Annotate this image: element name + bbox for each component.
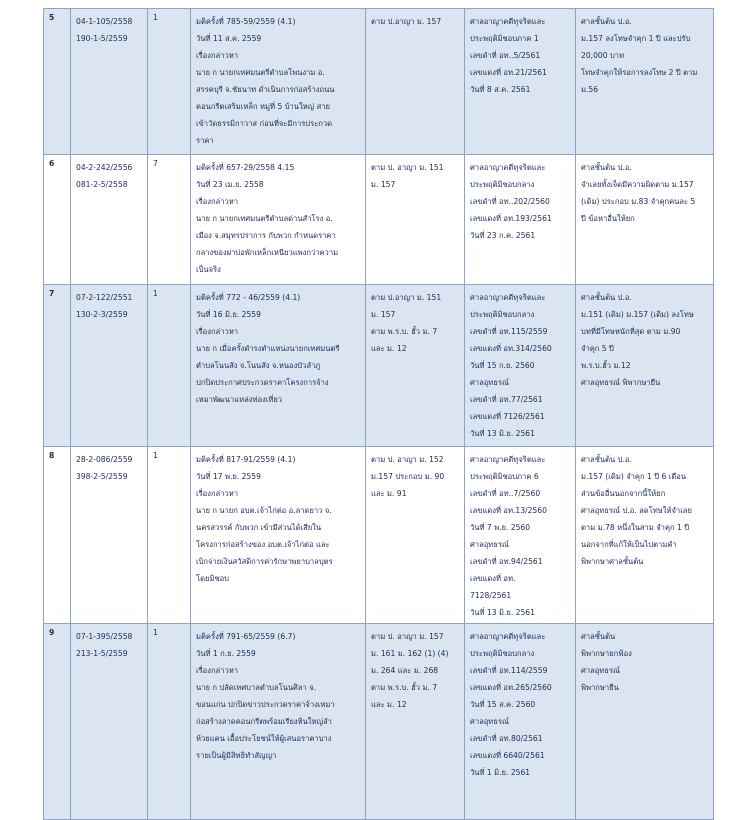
judgment-line: ศาลชั้นต้น ป.อ. [581, 17, 632, 26]
result-cell [576, 155, 714, 285]
court-record-line: เลขแดงที่ อท.21/2561 [470, 68, 547, 77]
case-id-cell [71, 155, 148, 285]
judgment-line: ศาลชั้นต้น ป.อ. [581, 293, 632, 302]
case-id-line: 081-2-5/2558 [76, 180, 128, 189]
court-cell [465, 447, 576, 624]
judgment-line: ม.157 ลงโทษจำคุก 1 ปี และปรับ [581, 34, 691, 43]
resolution-detail-line: มติครั้งที่ 772 - 46/2559 (4.1) [196, 293, 301, 302]
resolution-detail-line: เรื่องกล่าวหา [196, 51, 238, 60]
law-section-line: ม. 157 [371, 310, 396, 319]
case-id-line: 190-1-5/2559 [76, 34, 128, 43]
table-row [44, 285, 714, 447]
table-row [44, 447, 714, 624]
resolution-detail-line: นาย ก นายก อบต.เจ้าไก่ต่อ อ.ลาดยาว จ. [196, 506, 332, 515]
court-record-line: ประพฤติมิชอบภาค 6 [470, 472, 539, 481]
law-section-line: ตาม ป. อาญา ม. 152 [371, 455, 444, 464]
law-section-line: ม.157 ประกอบ ม. 90 [371, 472, 445, 481]
resolution-detail-line: นาย ก เมื่อครั้งดำรงตำแหน่งนายกเทศมนตรี [196, 344, 340, 353]
resolution-detail-line: นครสวรรค์ กับพวก เข้ามีส่วนได้เสียใน [196, 523, 322, 532]
court-record-line: ประพฤติมิชอบกลาง [470, 310, 535, 319]
judgment-line: พิพากษาศาลชั้นต้น [581, 557, 644, 566]
count-cell: 7 [148, 155, 191, 285]
law-section-line: ตาม ป.อาญา ม. 157 [371, 17, 442, 26]
court-record-line: เลขดำที่ อท.80/2561 [470, 734, 543, 743]
judgment-line: ม.157 (เดิม) จำคุก 1 ปี 6 เดือน [581, 472, 687, 481]
result-cell [576, 624, 714, 820]
resolution-detail-line: เบิกจ่ายเงินสวัสดิการค่ารักษาพยาบาลบุตร [196, 557, 333, 566]
count-cell: 1 [148, 447, 191, 624]
resolution-detail-line: เรื่องกล่าวหา [196, 489, 238, 498]
resolution-detail-line: เรื่องกล่าวหา [196, 327, 238, 336]
resolution-detail-line: วันที่ 17 พ.ย. 2559 [196, 472, 261, 481]
resolution-detail-line: วันที่ 11 ส.ค. 2559 [196, 34, 262, 43]
resolution-detail-line: เมือง จ.สมุทรปราการ กับพวก กำหนดราคา [196, 231, 336, 240]
row-number: 9 [44, 624, 71, 820]
row-number: 5 [44, 9, 71, 155]
resolution-detail-line: ก่อสร้างลาดคอนกรีตพร้อมเรียงหินใหญ่ลำ [196, 717, 332, 726]
row-number: 6 [44, 155, 71, 285]
resolution-detail-line: สรรคบุรี จ.ชัยนาท ดำเนินการก่อสร้างถนน [196, 85, 335, 94]
court-record-line: วันที่ 8 ส.ค. 2561 [470, 85, 531, 94]
court-record-line: เลขแดงที่ 6640/2561 [470, 751, 545, 760]
resolution-detail-line: มติครั้งที่ 785-59/2559 (4.1) [196, 17, 296, 26]
law-section-line: ม. 264 และ ม. 268 [371, 666, 439, 675]
court-record-line: เลขดำที่ อท.114/2559 [470, 666, 548, 675]
judgment-line: (เดิม) ประกอบ ม.83 จำคุกคนละ 5 [581, 197, 696, 206]
table-row [44, 155, 714, 285]
law-section-line: ตาม พ.ร.บ. ฮั้ว ม. 7 [371, 683, 438, 692]
resolution-detail-line: คอนกรีตเสริมเหล็ก หมู่ที่ 5 บ้านใหญ่ สาย [196, 102, 330, 111]
court-record-line: เลขแดงที่ อท.314/2560 [470, 344, 552, 353]
resolution-detail-line: รายเป็นผู้มีสิทธิทำสัญญา [196, 751, 277, 760]
law-section-line: ตาม ป. อาญา ม. 157 [371, 632, 444, 641]
resolution-detail-line: กลางของฝาบ่อพักเหล็กเหนียวแพงกว่าความ [196, 248, 339, 257]
case-id-line: 28-2-086/2559 [76, 455, 133, 464]
case-id-cell [71, 624, 148, 820]
court-record-line: เลขดำที่ อท..7/2560 [470, 489, 541, 498]
case-id-cell [71, 9, 148, 155]
case-id-line: 130-2-3/2559 [76, 310, 128, 319]
court-record-line: ศาลอุทธรณ์ [470, 540, 510, 549]
resolution-detail-line: โครงการก่อสร้างของ อบต.เจ้าไก่ต่อ และ [196, 540, 330, 549]
court-record-line: เลขแดงที่ อท.13/2560 [470, 506, 547, 515]
resolution-detail-line: โดยมิชอบ [196, 574, 230, 583]
court-record-line: เลขดำที่ อท.115/2559 [470, 327, 548, 336]
court-record-line: เลขดำที่ อท..202/2560 [470, 197, 550, 206]
judgment-line: พ.ร.บ.ฮั้ว ม.12 [581, 361, 631, 370]
resolution-detail-line: ปกปิดประกาศประกวดราคาโครงการจ้าง [196, 378, 329, 387]
court-record-line: ประพฤติมิชอบกลาง [470, 649, 535, 658]
resolution-detail-line: เป็นจริง [196, 265, 221, 274]
court-record-line: เลขแดงที่ อท. [470, 574, 516, 583]
resolution-detail-line: นาย ก นายกเทศมนตรีตำบลโพนงาม อ. [196, 68, 325, 77]
law-cell [366, 9, 465, 155]
law-section-line: ตาม ป. อาญา ม. 151 [371, 163, 444, 172]
resolution-detail-line: มติครั้งที่ 657-29/2558 4.15 [196, 163, 295, 172]
judgment-line: ศาลอุทธรณ์ [581, 666, 621, 675]
count-cell: 1 [148, 9, 191, 155]
court-cell [465, 155, 576, 285]
judgment-line: บทที่มีโทษหนักที่สุด ตาม ม.90 [581, 327, 681, 336]
resolution-detail-line: นาย ก นายกเทศมนตรีตำบลด่านสำโรง อ. [196, 214, 333, 223]
law-section-line: และ ม. 12 [371, 344, 407, 353]
law-section-line: ตาม พ.ร.บ. ฮั้ว ม. 7 [371, 327, 438, 336]
resolution-detail-line: ตำบลโนนสัง จ.โนนสัง จ.หนองบัวลำภู [196, 361, 321, 370]
details-cell [191, 285, 366, 447]
resolution-detail-line: ขอนแก่น ปกปิดข่าวประกวดราคาจ้างเหมา [196, 700, 335, 709]
court-record-line: ศาลอุทธรณ์ [470, 378, 510, 387]
table-row [44, 9, 714, 155]
case-table-body [44, 9, 714, 820]
judgment-line: ศาลชั้นต้น ป.อ. [581, 163, 632, 172]
law-section-line: และ ม. 91 [371, 489, 407, 498]
court-cell [465, 624, 576, 820]
resolution-detail-line: นาย ก ปลัดเทศบาลตำบลโนนศิลา จ. [196, 683, 317, 692]
count-cell: 1 [148, 624, 191, 820]
case-table [43, 8, 714, 820]
row-number: 7 [44, 285, 71, 447]
court-record-line: วันที่ 1 มิ.ย. 2561 [470, 768, 531, 777]
law-cell [366, 447, 465, 624]
resolution-detail-line: วันที่ 16 มิ.ย. 2559 [196, 310, 261, 319]
law-section-line: และ ม. 12 [371, 700, 407, 709]
details-cell [191, 624, 366, 820]
court-record-line: วันที่ 15 ส.ค. 2560 [470, 700, 536, 709]
resolution-detail-line: ห้วยแคน เอื้อประโยชน์ให้ผู้เสนอราคาบาง [196, 734, 332, 743]
court-record-line: ประพฤติมิชอบภาค 1 [470, 34, 539, 43]
court-record-line: เลขดำที่ อท.94/2561 [470, 557, 543, 566]
court-record-line: วันที่ 13 มิ.ย. 2561 [470, 429, 535, 438]
resolution-detail-line: เหมาพัฒนาแหล่งท่องเที่ยว [196, 395, 283, 404]
result-cell [576, 9, 714, 155]
resolution-detail-line: วันที่ 23 เม.ย. 2558 [196, 180, 264, 189]
details-cell [191, 155, 366, 285]
case-id-line: 07-2-122/2551 [76, 293, 133, 302]
resolution-detail-line: มติครั้งที่ 791-65/2559 (6.7) [196, 632, 296, 641]
court-record-line: วันที่ 15 ก.ย. 2560 [470, 361, 535, 370]
court-record-line: เลขแดงที่ 7126/2561 [470, 412, 545, 421]
resolution-detail-line: เรื่องกล่าวหา [196, 197, 238, 206]
court-record-line: วันที่ 13 มิ.ย. 2561 [470, 608, 535, 617]
law-cell [366, 285, 465, 447]
court-record-line: วันที่ 23 ก.ค. 2561 [470, 231, 536, 240]
details-cell [191, 9, 366, 155]
resolution-detail-line: เข้าวัดธรรมิกาวาส ก่อนที่จะมีการประกวด [196, 119, 333, 128]
court-record-line: ศาลอาญาคดีทุจริตและ [470, 293, 546, 302]
judgment-line: ส่วนข้ออื่นนอกจากนี้ให้ยก [581, 489, 666, 498]
law-cell [366, 624, 465, 820]
court-record-line: ศาลอุทธรณ์ [470, 717, 510, 726]
law-section-line: ตาม ป.อาญา ม. 151 [371, 293, 442, 302]
judgment-line: พิพากษายกฟ้อง [581, 649, 632, 658]
table-row [44, 624, 714, 820]
case-id-line: 398-2-5/2559 [76, 472, 128, 481]
court-cell [465, 285, 576, 447]
case-id-cell [71, 447, 148, 624]
case-id-line: 07-1-395/2558 [76, 632, 133, 641]
count-cell: 1 [148, 285, 191, 447]
judgment-line: ปี ข้อหาอื่นให้ยก [581, 214, 635, 223]
case-id-line: 04-2-242/2556 [76, 163, 133, 172]
result-cell [576, 447, 714, 624]
resolution-detail-line: วันที่ 1 ก.ย. 2559 [196, 649, 256, 658]
result-cell [576, 285, 714, 447]
court-record-line: ประพฤติมิชอบกลาง [470, 180, 535, 189]
judgment-line: ศาลอุทธรณ์ พิพากษายืน [581, 378, 661, 387]
case-id-cell [71, 285, 148, 447]
court-record-line: ศาลอาญาคดีทุจริตและ [470, 163, 546, 172]
judgment-line: จำเลยทั้งเจ็ดมีความผิดตาม ม.157 [581, 180, 694, 189]
judgment-line: ม.151 (เดิม) ม.157 (เดิม) ลงโทษ [581, 310, 694, 319]
court-record-line: วันที่ 7 พ.ย. 2560 [470, 523, 531, 532]
court-record-line: 7128/2561 [470, 591, 512, 600]
judgment-line: ม.56 [581, 85, 599, 94]
judgment-line: ศาลชั้นต้น [581, 632, 616, 641]
judgment-line: พิพากษายืน [581, 683, 619, 692]
judgment-line: ตาม ม.78 หนึ่งในสาม จำคุก 1 ปี [581, 523, 690, 532]
row-number: 8 [44, 447, 71, 624]
resolution-detail-line: เรื่องกล่าวหา [196, 666, 238, 675]
judgment-line: ศาลชั้นต้น ป.อ. [581, 455, 632, 464]
judgment-line: โทษจำคุกให้รอการลงโทษ 2 ปี ตาม [581, 68, 698, 77]
judgment-line: 20,000 บาท [581, 51, 625, 60]
judgment-line: ศาลอุทธรณ์ ป.อ. ลดโทษให้จำเลย [581, 506, 692, 515]
court-record-line: เลขดำที่ อท..5/2561 [470, 51, 541, 60]
law-cell [366, 155, 465, 285]
court-record-line: เลขดำที่ อท.77/2561 [470, 395, 543, 404]
court-cell [465, 9, 576, 155]
case-id-line: 213-1-5/2559 [76, 649, 128, 658]
law-section-line: ม. 161 ม. 162 (1) (4) [371, 649, 449, 658]
judgment-line: นอกจากที่แก้ให้เป็นไปตามคำ [581, 540, 677, 549]
judgment-line: จำคุก 5 ปี [581, 344, 614, 353]
court-record-line: ศาลอาญาคดีทุจริตและ [470, 17, 546, 26]
case-id-line: 04-1-105/2558 [76, 17, 133, 26]
resolution-detail-line: มติครั้งที่ 817-91/2559 (4.1) [196, 455, 296, 464]
court-record-line: เลขแดงที่ อท.193/2561 [470, 214, 552, 223]
court-record-line: ศาลอาญาคดีทุจริตและ [470, 632, 546, 641]
details-cell [191, 447, 366, 624]
resolution-detail-line: ราคา [196, 136, 214, 145]
court-record-line: เลขแดงที่ อท.265/2560 [470, 683, 552, 692]
court-record-line: ศาลอาญาคดีทุจริตและ [470, 455, 546, 464]
law-section-line: ม. 157 [371, 180, 396, 189]
